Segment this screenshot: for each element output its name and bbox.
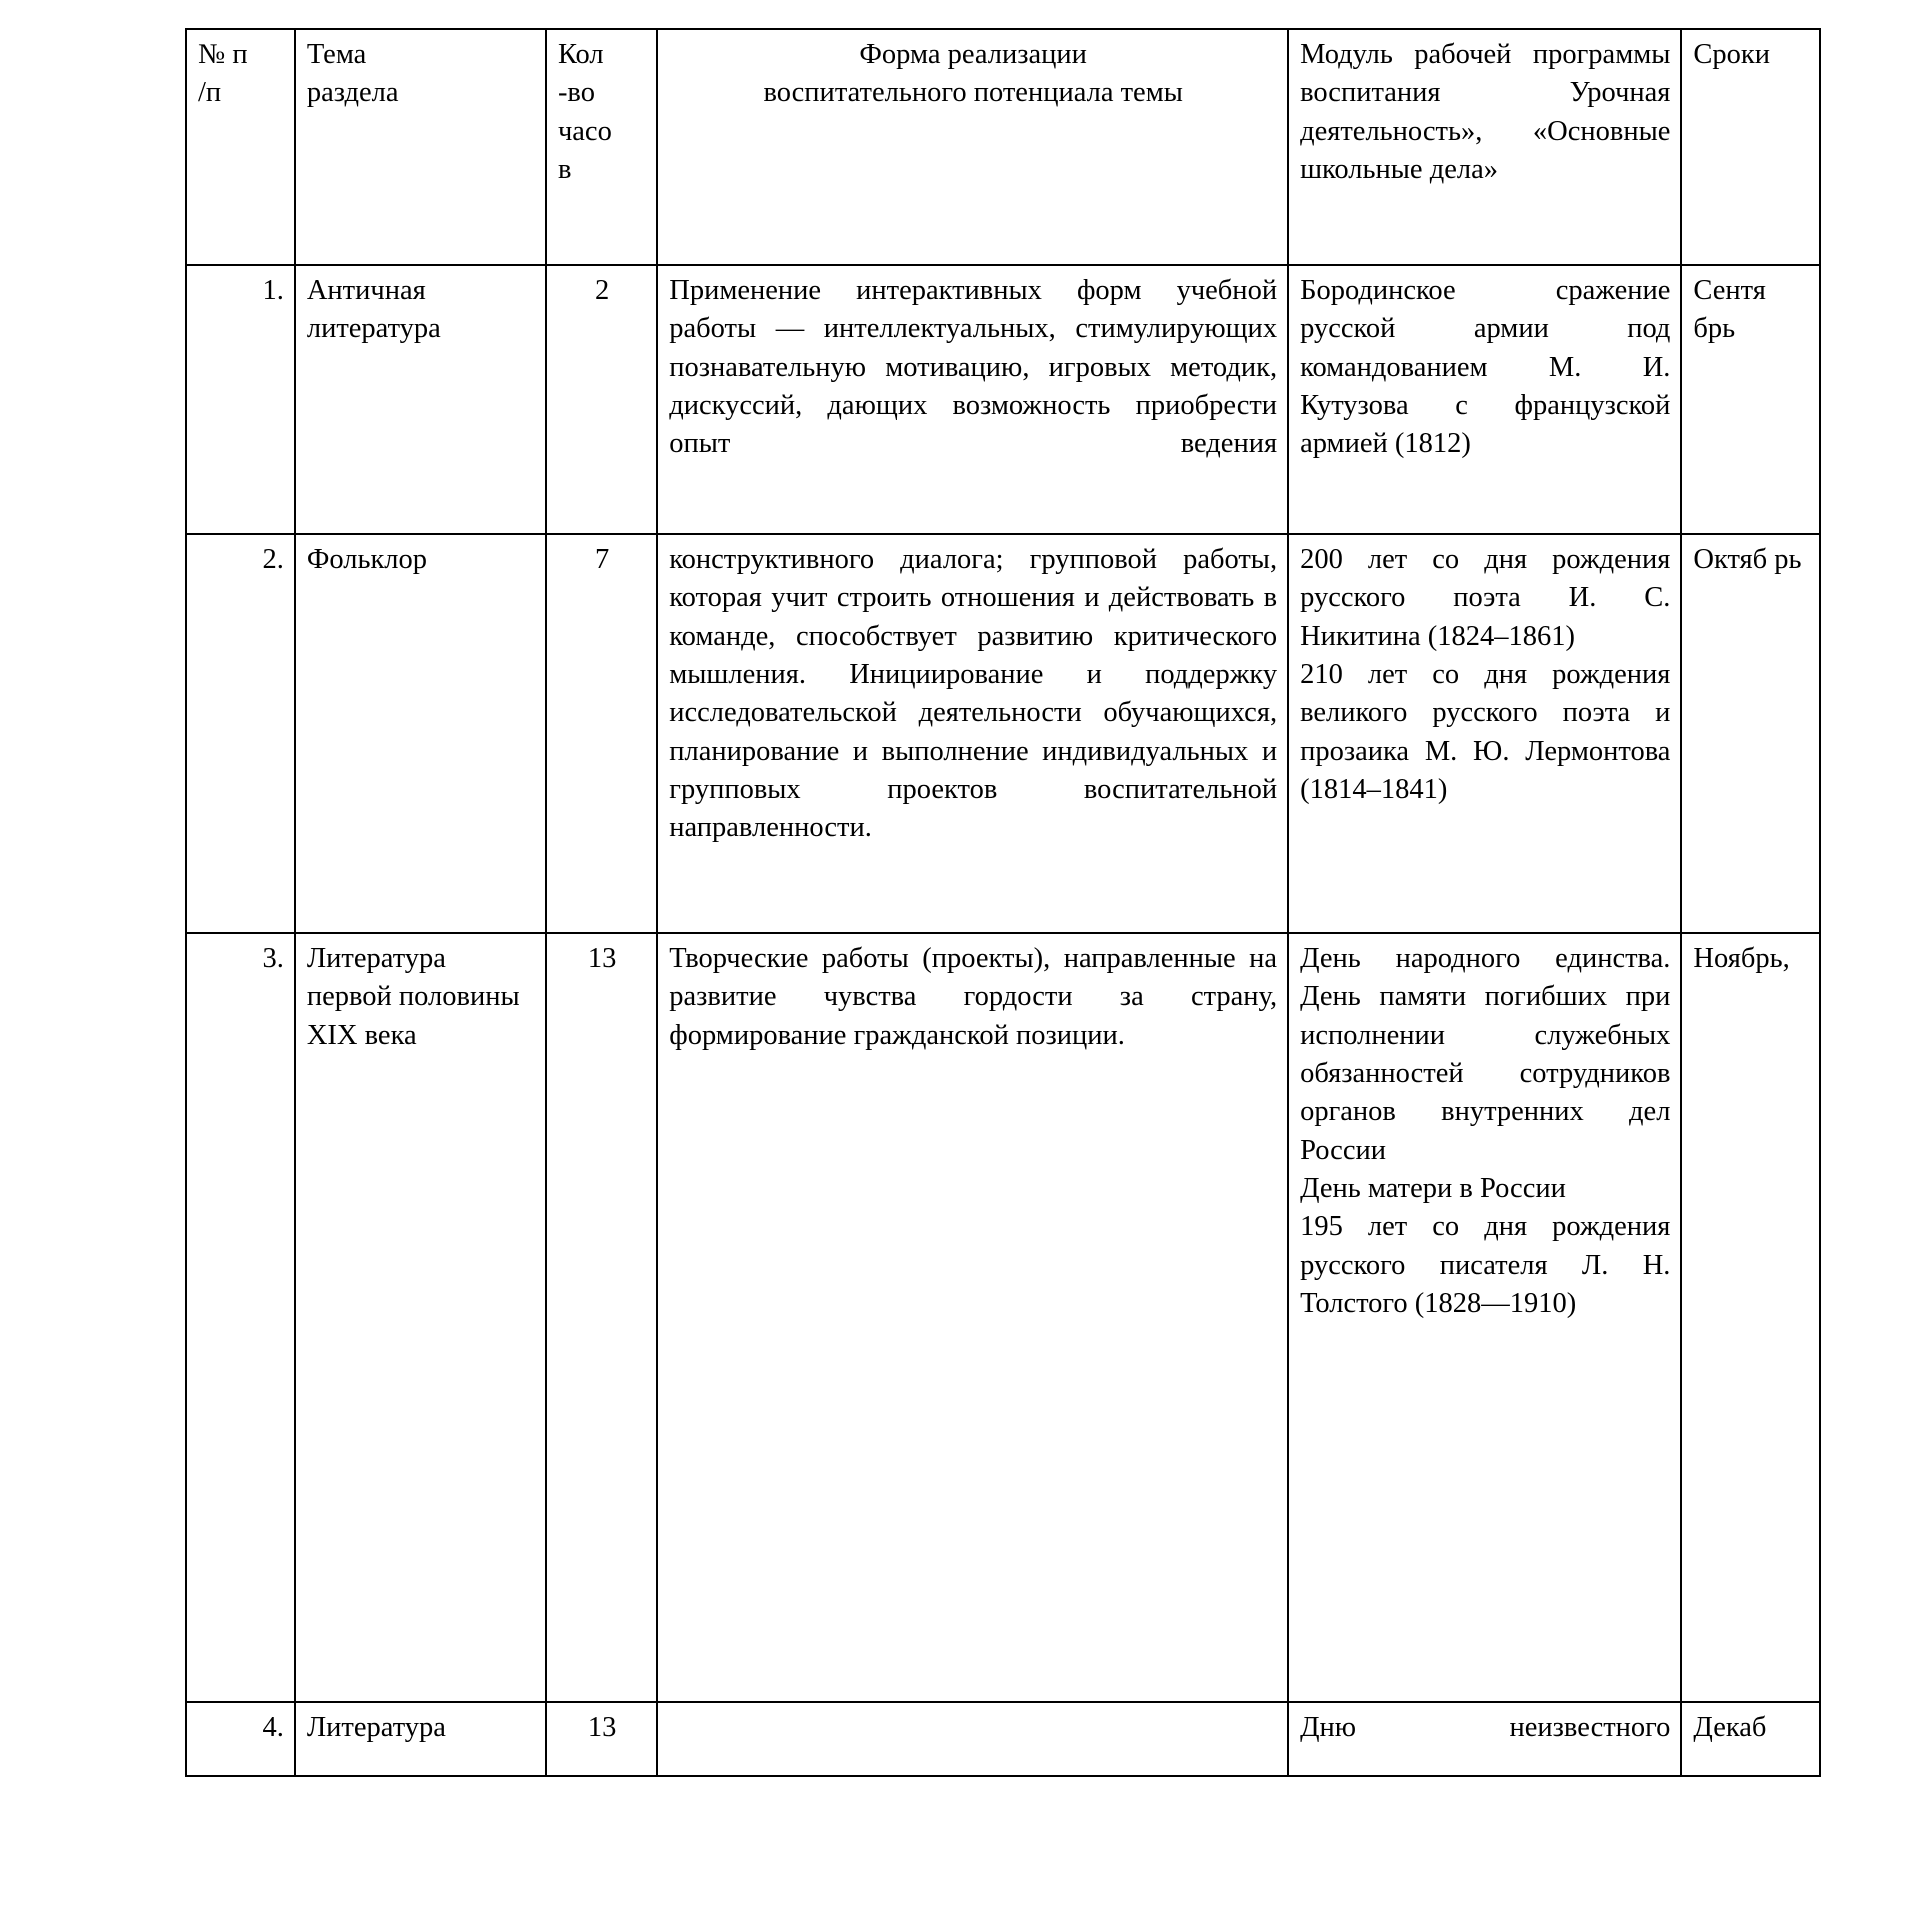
header-form-line2: воспитательного потенциала темы: [763, 77, 1183, 109]
row-module-paragraph: 195 лет со дня рождения русского писателя Л. Н. Толстого (1828—1910): [1300, 1211, 1671, 1319]
row-number-value: 2.: [262, 544, 284, 575]
header-hours-line2: -во: [557, 77, 595, 109]
table-row: [186, 265, 1820, 534]
row-terms: [1681, 1702, 1820, 1776]
row-theme: [295, 265, 546, 534]
row-hours-value: 13: [587, 1712, 617, 1743]
row-terms-value: Ноябрь,: [1693, 943, 1790, 974]
row-theme-value: Античная литература: [306, 275, 441, 345]
row-module-value: Бородинское сражение русской армии под командованием М. И. Кутузова с французской армией (1812): [1300, 275, 1671, 460]
row-module: [1288, 265, 1681, 534]
row-number: [186, 933, 295, 1702]
row-form-value: Применение интерактивных форм учебной работы — интеллектуальных, стимулирующих познавательную мотивацию, игровых методик, дискуссий, дающих возможность приобрести опыт ведения: [669, 275, 1278, 460]
row-terms: [1681, 534, 1820, 933]
row-form-value: Творческие работы (проекты), направленные на развитие чувства гордости за страну, формирование гражданской позиции.: [669, 943, 1278, 1051]
row-module-paragraph: 200 лет со дня рождения русского поэта И. С. Никитина (1824–1861): [1300, 544, 1671, 652]
header-cell-number: [186, 29, 295, 265]
header-number-line1: № п: [198, 39, 248, 70]
row-terms-value: Октяб рь: [1693, 544, 1802, 575]
row-terms: [1681, 933, 1820, 1702]
table-header-row: [186, 29, 1820, 265]
row-module-paragraph: День памяти погибших при исполнении служебных обязанностей сотрудников органов внутренних дел России: [1300, 981, 1671, 1166]
row-hours: [546, 933, 657, 1702]
row-hours-value: 2: [594, 275, 610, 306]
row-module-paragraph: День народного единства.: [1300, 943, 1671, 974]
row-form: [657, 265, 1288, 534]
header-theme-line1: Тема: [306, 39, 367, 70]
row-hours: [546, 1702, 657, 1776]
header-form-line1: Форма реализации: [859, 39, 1087, 70]
header-cell-form: [657, 29, 1288, 265]
header-terms-text: Сроки: [1693, 39, 1771, 70]
header-cell-hours: [546, 29, 657, 265]
row-theme: [295, 933, 546, 1702]
row-number-value: 4.: [262, 1712, 284, 1743]
row-form: [657, 534, 1288, 933]
header-theme-line2: раздела: [306, 77, 399, 109]
header-hours-line4: в: [557, 153, 572, 185]
row-module: [1288, 933, 1681, 1702]
header-cell-module: [1288, 29, 1681, 265]
row-form: [657, 1702, 1288, 1776]
row-number: [186, 534, 295, 933]
row-hours-value: 7: [594, 544, 610, 575]
row-form: [657, 933, 1288, 1702]
header-module-text: Модуль рабочей программы воспитания Урочная деятельность», «Основные школьные дела»: [1300, 39, 1671, 185]
row-number: [186, 1702, 295, 1776]
row-theme-value: Фольклор: [306, 544, 428, 575]
row-number-value: 1.: [262, 275, 284, 306]
row-module-value: Дню неизвестного: [1300, 1712, 1671, 1743]
table-row: [186, 534, 1820, 933]
header-cell-theme: [295, 29, 546, 265]
header-number-line2: /п: [198, 77, 222, 109]
table-row: [186, 1702, 1820, 1776]
row-theme-value: Литература: [306, 1712, 446, 1743]
row-hours: [546, 265, 657, 534]
row-module-paragraph: День матери в России: [1300, 1172, 1566, 1204]
row-form-value: конструктивного диалога; групповой работы, которая учит строить отношения и действовать в команде, способствует развитию критического мышления. Инициирование и поддержку исследовательской деятельности обучающихся, планирование и выполнение индивидуальных и групповых проектов воспитательной направленности.: [669, 544, 1278, 844]
row-module-paragraph: 210 лет со дня рождения великого русского поэта и прозаика М. Ю. Лермонтова (1814–1841): [1300, 658, 1671, 805]
row-hours-value: 13: [587, 943, 617, 974]
row-module: [1288, 534, 1681, 933]
row-theme: [295, 1702, 546, 1776]
curriculum-plan-table: [185, 28, 1821, 1777]
header-hours-line3: часо: [557, 115, 612, 147]
row-terms: [1681, 265, 1820, 534]
table-row: [186, 933, 1820, 1702]
row-hours: [546, 534, 657, 933]
row-number-value: 3.: [262, 943, 284, 974]
row-terms-value: Сентя брь: [1693, 275, 1766, 345]
row-theme: [295, 534, 546, 933]
header-hours-line1: Кол: [557, 39, 604, 70]
row-number: [186, 265, 295, 534]
row-terms-value: Декаб: [1693, 1712, 1767, 1743]
header-cell-terms: [1681, 29, 1820, 265]
row-module: [1288, 1702, 1681, 1776]
row-theme-value: Литература первой половины XIX века: [306, 943, 520, 1051]
